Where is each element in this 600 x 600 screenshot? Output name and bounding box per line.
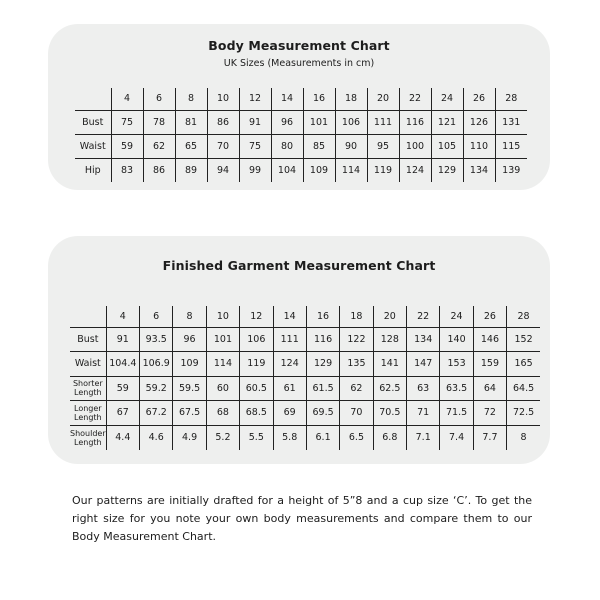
measurement-cell: 114 [206, 352, 239, 377]
measurement-cell: 139 [495, 158, 527, 182]
measurement-cell: 67.2 [140, 401, 173, 426]
measurement-cell: 134 [463, 158, 495, 182]
row-label: Waist [75, 134, 111, 158]
table-row [70, 376, 540, 401]
measurement-cell: 70 [340, 401, 373, 426]
table-row [75, 110, 527, 134]
measurement-cell: 7.1 [407, 425, 440, 450]
row-label: Shoulder Length [70, 428, 106, 447]
measurement-cell: 111 [273, 327, 306, 352]
size-header-cell: 16 [306, 306, 339, 327]
measurement-cell: 72.5 [507, 401, 540, 426]
size-header-cell: 28 [495, 88, 527, 110]
measurement-cell: 59 [111, 134, 143, 158]
measurement-cell: 81 [175, 110, 207, 134]
measurement-cell: 64.5 [507, 376, 540, 401]
size-header-cell: 4 [106, 306, 139, 327]
size-header-row [75, 88, 527, 110]
size-header-cell: 12 [240, 306, 273, 327]
measurement-cell: 4.6 [140, 425, 173, 450]
measurement-cell: 89 [175, 158, 207, 182]
measurement-cell: 5.5 [240, 425, 273, 450]
size-header-cell: 26 [463, 88, 495, 110]
measurement-cell: 153 [440, 352, 473, 377]
measurement-cell: 60 [206, 376, 239, 401]
measurement-cell: 109 [303, 158, 335, 182]
measurement-cell: 146 [473, 327, 506, 352]
table-row [70, 401, 540, 426]
measurement-cell: 101 [303, 110, 335, 134]
measurement-cell: 141 [373, 352, 406, 377]
table-row [70, 352, 540, 377]
measurement-cell: 70.5 [373, 401, 406, 426]
measurement-cell: 135 [340, 352, 373, 377]
measurement-cell: 83 [111, 158, 143, 182]
measurement-cell: 106 [240, 327, 273, 352]
measurement-cell: 75 [111, 110, 143, 134]
measurement-cell: 69 [273, 401, 306, 426]
measurement-cell: 67 [106, 401, 139, 426]
measurement-cell: 62 [340, 376, 373, 401]
measurement-cell: 105 [431, 134, 463, 158]
size-header-cell: 14 [271, 88, 303, 110]
measurement-cell: 128 [373, 327, 406, 352]
measurement-cell: 106 [335, 110, 367, 134]
row-label: Longer Length [70, 401, 106, 426]
measurement-cell: 152 [507, 327, 540, 352]
measurement-cell: 126 [463, 110, 495, 134]
row-label: Bust [70, 327, 106, 352]
measurement-cell: 91 [106, 327, 139, 352]
measurement-cell: 91 [239, 110, 271, 134]
measurement-cell: 5.2 [206, 425, 239, 450]
measurement-cell: 116 [399, 110, 431, 134]
measurement-cell: 68 [206, 401, 239, 426]
measurement-cell: 63.5 [440, 376, 473, 401]
table-row [75, 158, 527, 182]
measurement-cell: 109 [173, 352, 206, 377]
size-header-cell: 4 [111, 88, 143, 110]
measurement-cell: 70 [207, 134, 239, 158]
size-header-cell: 18 [335, 88, 367, 110]
measurement-cell: 86 [143, 158, 175, 182]
table-row [70, 425, 540, 450]
size-header-cell: 8 [173, 306, 206, 327]
measurement-cell: 67.5 [173, 401, 206, 426]
measurement-cell: 110 [463, 134, 495, 158]
measurement-cell: 60.5 [240, 376, 273, 401]
measurement-cell: 64 [473, 376, 506, 401]
measurement-cell: 71.5 [440, 401, 473, 426]
measurement-cell: 61 [273, 376, 306, 401]
measurement-cell: 63 [407, 376, 440, 401]
garment-chart-title: Finished Garment Measurement Chart [162, 258, 436, 273]
measurement-cell: 101 [206, 327, 239, 352]
size-header-cell: 14 [273, 306, 306, 327]
size-header-cell: 22 [407, 306, 440, 327]
measurement-cell: 85 [303, 134, 335, 158]
size-header-cell: 12 [239, 88, 271, 110]
measurement-cell: 147 [407, 352, 440, 377]
garment-measurement-card [48, 236, 550, 464]
table-row [75, 134, 527, 158]
measurement-cell: 134 [407, 327, 440, 352]
measurement-cell: 93.5 [140, 327, 173, 352]
body-chart-title: Body Measurement Chart [208, 38, 390, 53]
size-header-cell: 20 [373, 306, 406, 327]
measurement-cell: 122 [340, 327, 373, 352]
measurement-cell: 111 [367, 110, 399, 134]
measurement-cell: 6.8 [373, 425, 406, 450]
body-chart-subtitle: UK Sizes (Measurements in cm) [223, 58, 375, 69]
size-header-cell: 6 [140, 306, 173, 327]
measurement-cell: 114 [335, 158, 367, 182]
size-header-cell: 20 [367, 88, 399, 110]
measurement-cell: 129 [306, 352, 339, 377]
measurement-cell: 75 [239, 134, 271, 158]
row-label: Bust [75, 110, 111, 134]
measurement-cell: 124 [399, 158, 431, 182]
measurement-cell: 8 [507, 425, 540, 450]
measurement-cell: 68.5 [240, 401, 273, 426]
size-header-cell: 6 [143, 88, 175, 110]
footer-paragraph: Our patterns are initially drafted for a height of 5”8 and a cup size ‘C’. To get the right size for you note your own body measurements and compare them to our Body Measurement Chart. [72, 494, 532, 543]
measurement-cell: 124 [273, 352, 306, 377]
measurement-cell: 71 [407, 401, 440, 426]
header-corner [75, 88, 111, 110]
size-header-row [70, 306, 540, 327]
measurement-cell: 62 [143, 134, 175, 158]
garment-measurement-table [70, 306, 540, 450]
measurement-cell: 6.5 [340, 425, 373, 450]
measurement-cell: 96 [173, 327, 206, 352]
size-header-cell: 24 [431, 88, 463, 110]
row-label: Hip [84, 164, 101, 176]
measurement-cell: 165 [507, 352, 540, 377]
body-measurement-card [48, 24, 550, 190]
size-header-cell: 24 [440, 306, 473, 327]
measurement-cell: 59.2 [140, 376, 173, 401]
measurement-cell: 131 [495, 110, 527, 134]
measurement-cell: 100 [399, 134, 431, 158]
measurement-cell: 5.8 [273, 425, 306, 450]
measurement-cell: 65 [175, 134, 207, 158]
measurement-cell: 96 [271, 110, 303, 134]
measurement-cell: 115 [495, 134, 527, 158]
size-header-cell: 10 [206, 306, 239, 327]
measurement-cell: 104.4 [106, 352, 139, 377]
measurement-cell: 159 [473, 352, 506, 377]
measurement-cell: 104 [271, 158, 303, 182]
measurement-cell: 90 [335, 134, 367, 158]
measurement-cell: 106.9 [140, 352, 173, 377]
measurement-cell: 69.5 [306, 401, 339, 426]
measurement-cell: 72 [473, 401, 506, 426]
measurement-cell: 121 [431, 110, 463, 134]
measurement-cell: 59 [106, 376, 139, 401]
measurement-cell: 119 [240, 352, 273, 377]
size-header-cell: 10 [207, 88, 239, 110]
measurement-cell: 140 [440, 327, 473, 352]
size-header-cell: 26 [473, 306, 506, 327]
measurement-cell: 99 [239, 158, 271, 182]
size-header-cell: 22 [399, 88, 431, 110]
measurement-cell: 7.4 [440, 425, 473, 450]
size-header-cell: 28 [507, 306, 540, 327]
measurement-cell: 86 [207, 110, 239, 134]
size-header-cell: 16 [303, 88, 335, 110]
size-header-cell: 8 [175, 88, 207, 110]
measurement-cell: 95 [367, 134, 399, 158]
table-row [70, 327, 540, 352]
size-header-cell: 18 [340, 306, 373, 327]
row-label: Shorter Length [70, 376, 106, 401]
measurement-cell: 129 [431, 158, 463, 182]
header-corner [70, 306, 106, 327]
measurement-cell: 80 [271, 134, 303, 158]
measurement-cell: 6.1 [306, 425, 339, 450]
measurement-cell: 62.5 [373, 376, 406, 401]
row-label: Waist [70, 352, 106, 377]
measurement-cell: 61.5 [306, 376, 339, 401]
measurement-cell: 7.7 [473, 425, 506, 450]
measurement-cell: 116 [306, 327, 339, 352]
measurement-cell: 4.9 [173, 425, 206, 450]
measurement-cell: 94 [207, 158, 239, 182]
measurement-cell: 59.5 [173, 376, 206, 401]
measurement-cell: 4.4 [106, 425, 139, 450]
body-measurement-table [75, 88, 527, 182]
measurement-cell: 78 [143, 110, 175, 134]
measurement-cell: 119 [367, 158, 399, 182]
